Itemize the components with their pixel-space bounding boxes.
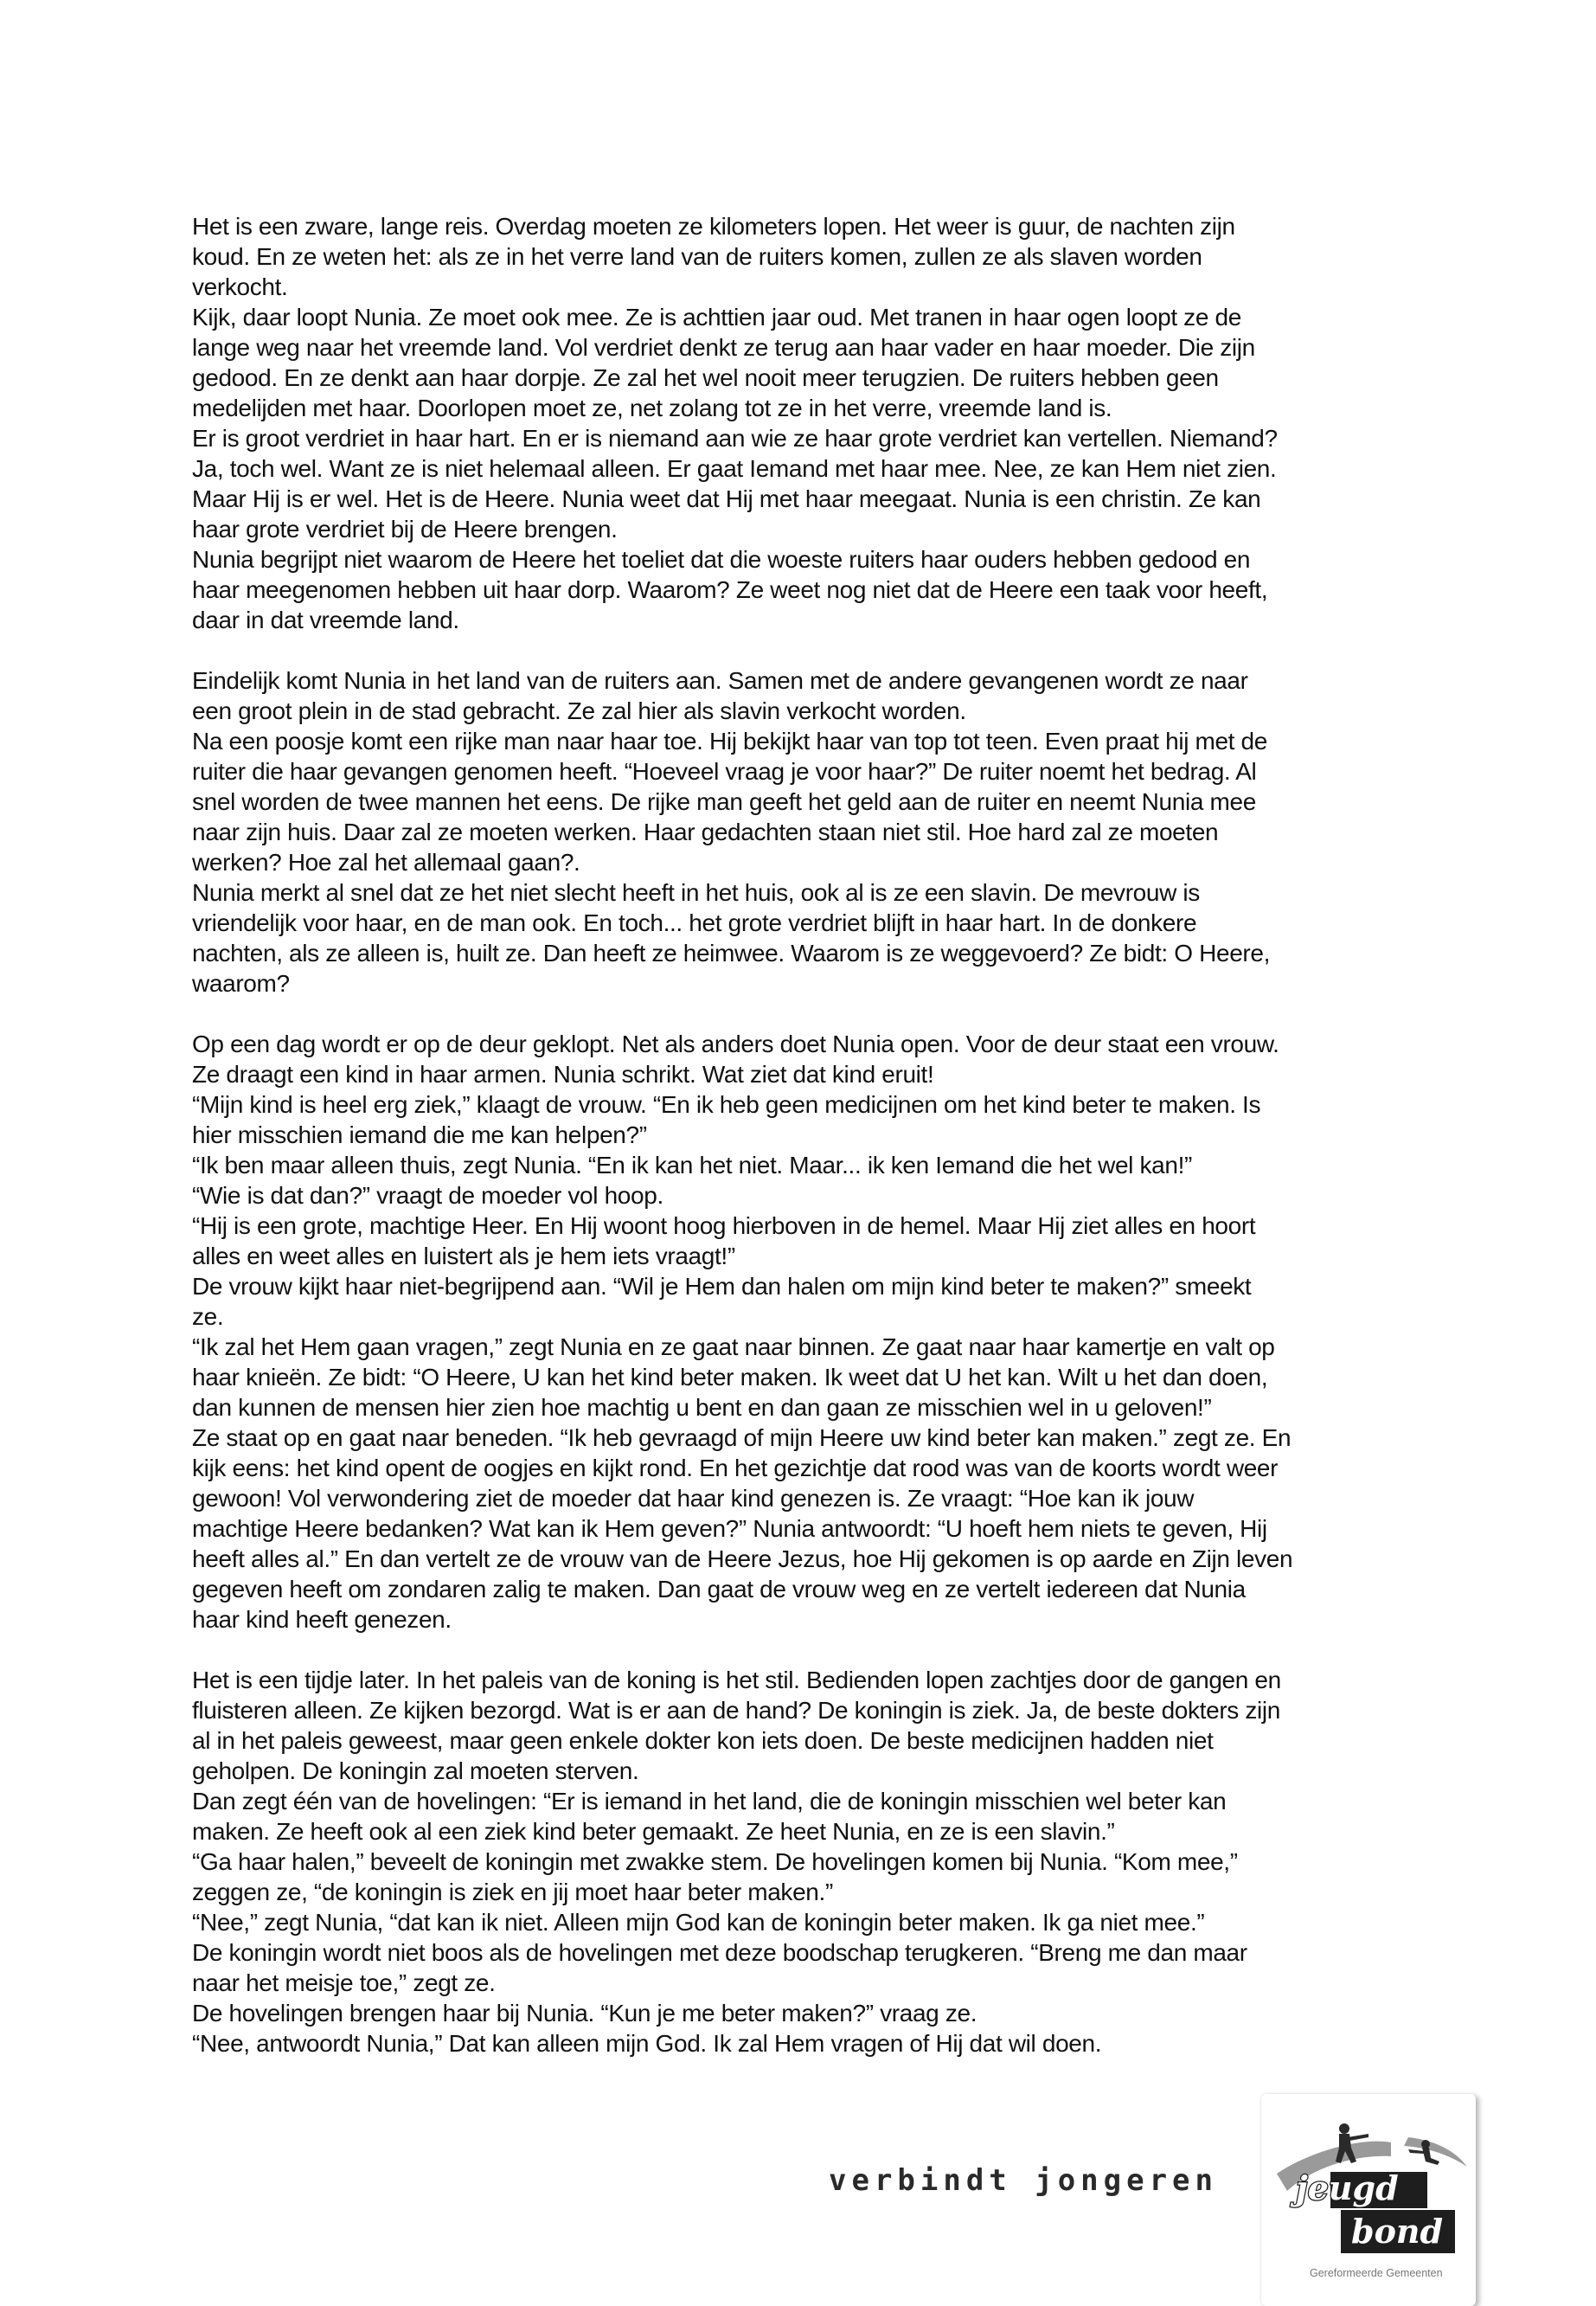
text-line: machtige Heere bedanken? Wat kan ik Hem geven?” Nunia antwoordt: “U hoeft hem niets te geven, Hij: [192, 1515, 1267, 1542]
text-line: Op een dag wordt er op de deur geklopt. Net als anders doet Nunia open. Voor de deur staat een vrouw.: [192, 1031, 1279, 1057]
text-line: Na een poosje komt een rijke man naar haar toe. Hij bekijkt haar van top tot teen. Even praat hij met de: [192, 728, 1267, 755]
text-line: koud. En ze weten het: als ze in het verre land van de ruiters komen, zullen ze als slaven worden: [192, 243, 1202, 270]
logo-subtitle: Gereformeerde Gemeenten: [1310, 2267, 1443, 2279]
tagline: verbindt jongeren: [829, 2163, 1218, 2198]
story-text: [192, 211, 1403, 2089]
text-line: daar in dat vreemde land.: [192, 607, 459, 633]
text-line: nachten, als ze alleen is, huilt ze. Dan heeft ze heimwee. Waarom is ze weggevoerd? Ze bidt: O Heere,: [192, 940, 1271, 967]
text-line: Maar Hij is er wel. Het is de Heere. Nunia weet dat Hij met haar meegaat. Nunia is een christin. Ze kan: [192, 485, 1261, 512]
text-line: Nunia begrijpt niet waarom de Heere het toeliet dat die woeste ruiters haar ouders hebben gedood en: [192, 546, 1251, 573]
text-line: Nunia merkt al snel dat ze het niet slecht heeft in het huis, ook al is ze een slavin. De mevrouw is: [192, 879, 1200, 906]
text-line: gedood. En ze denkt aan haar dorpje. Ze zal het wel nooit meer terugzien. De ruiters hebben geen: [192, 364, 1219, 391]
text-line: naar het meisje toe,” zegt ze.: [192, 1969, 496, 1996]
text-line: hier misschien iemand die me kan helpen?”: [192, 1121, 647, 1148]
text-line: “Nee,” zegt Nunia, “dat kan ik niet. Alleen mijn God kan de koningin beter maken. Ik ga niet mee.”: [192, 1909, 1205, 1936]
text-line: ze.: [192, 1303, 224, 1330]
text-line: vriendelijk voor haar, en de man ook. En toch... het grote verdriet blijft in haar hart. In de donkere: [192, 909, 1197, 936]
text-line: Het is een tijdje later. In het paleis van de koning is het stil. Bedienden lopen zachtjes door de gangen en: [192, 1667, 1281, 1693]
text-line: Ze staat op en gaat naar beneden. “Ik heb gevraagd of mijn Heere uw kind beter kan maken.” zegt ze. En: [192, 1424, 1292, 1451]
text-line: Eindelijk komt Nunia in het land van de ruiters aan. Samen met de andere gevangenen wordt ze naar: [192, 667, 1248, 694]
text-line: De koningin wordt niet boos als de hovelingen met deze boodschap terugkeren. “Breng me dan maar: [192, 1939, 1247, 1966]
logo-word-bond: bond: [1351, 2212, 1444, 2251]
text-line: Het is een zware, lange reis. Overdag moeten ze kilometers lopen. Het weer is guur, de nachten zijn: [192, 213, 1235, 240]
text-line: ruiter die haar gevangen genomen heeft. “Hoeveel vraag je voor haar?” De ruiter noemt het bedrag. Al: [192, 758, 1257, 785]
text-line: een groot plein in de stad gebracht. Ze zal hier als slavin verkocht worden.: [192, 697, 966, 724]
text-line: gewoon! Vol verwondering ziet de moeder dat haar kind genezen is. Ze vraagt: “Hoe kan ik jouw: [192, 1485, 1195, 1512]
text-line: maken. Ze heeft ook al een ziek kind beter gemaakt. Ze heet Nunia, en ze is een slavin.”: [192, 1818, 1115, 1845]
text-line: Ja, toch wel. Want ze is niet helemaal alleen. Er gaat Iemand met haar mee. Nee, ze kan Hem niet zien.: [192, 455, 1277, 482]
text-line: “Ik zal het Hem gaan vragen,” zegt Nunia en ze gaat naar binnen. Ze gaat naar haar kamertje en valt op: [192, 1333, 1275, 1360]
jeugdbond-logo-graphic: [1261, 2094, 1476, 2264]
text-line: medelijden met haar. Doorlopen moet ze, net zolang tot ze in het verre, vreemde land is.: [192, 395, 1112, 421]
text-line: werken? Hoe zal het allemaal gaan?.: [192, 849, 580, 876]
story-section: [192, 665, 1403, 999]
text-line: “Wie is dat dan?” vraagt de moeder vol hoop.: [192, 1182, 663, 1209]
text-line: “Ik ben maar alleen thuis, zegt Nunia. “En ik kan het niet. Maar... ik ken Iemand die het wel kan!”: [192, 1152, 1192, 1179]
text-line: haar kind heeft genezen.: [192, 1606, 452, 1633]
text-line: “Hij is een grote, machtige Heer. En Hij woont hoog hierboven in de hemel. Maar Hij ziet alles en hoort: [192, 1212, 1256, 1239]
text-line: al in het paleis geweest, maar geen enkele dokter kon iets doen. De beste medicijnen hadden niet: [192, 1727, 1214, 1754]
text-line: haar grote verdriet bij de Heere brengen.: [192, 516, 618, 543]
text-line: Ze draagt een kind in haar armen. Nunia schrikt. Wat ziet dat kind eruit!: [192, 1061, 934, 1088]
story-section: [192, 211, 1403, 635]
text-line: De hovelingen brengen haar bij Nunia. “Kun je me beter maken?” vraag ze.: [192, 2000, 977, 2027]
text-line: haar meegenomen hebben uit haar dorp. Waarom? Ze weet nog niet dat de Heere een taak voor heeft,: [192, 576, 1268, 603]
text-line: lange weg naar het vreemde land. Vol verdriet denkt ze terug aan haar vader en haar moeder. Die zijn: [192, 334, 1255, 361]
story-section: [192, 1665, 1403, 2059]
jeugdbond-logo: [1261, 2094, 1476, 2306]
text-line: Kijk, daar loopt Nunia. Ze moet ook mee. Ze is achttien jaar oud. Met tranen in haar ogen loopt ze de: [192, 304, 1241, 331]
text-line: “Mijn kind is heel erg ziek,” klaagt de vrouw. “En ik heb geen medicijnen om het kind beter te maken. Is: [192, 1091, 1261, 1118]
text-line: gegeven heeft om zondaren zalig te maken. Dan gaat de vrouw weg en ze vertelt iedereen dat Nunia: [192, 1576, 1246, 1603]
text-line: kijk eens: het kind opent de oogjes en kijkt rond. En het gezichtje dat rood was van de koorts wordt weer: [192, 1455, 1279, 1481]
story-section: [192, 1029, 1403, 1635]
text-line: heeft alles al.” En dan vertelt ze de vrouw van de Heere Jezus, hoe Hij gekomen is op aarde en Zijn leven: [192, 1545, 1293, 1572]
text-line: Er is groot verdriet in haar hart. En er is niemand aan wie ze haar grote verdriet kan vertellen. Niemand?: [192, 425, 1278, 452]
text-line: alles en weet alles en luistert als je hem iets vraagt!”: [192, 1243, 735, 1269]
logo-word-jeugd: jeugd: [1296, 2168, 1399, 2207]
text-line: naar zijn huis. Daar zal ze moeten werken. Haar gedachten staan niet stil. Hoe hard zal ze moeten: [192, 819, 1219, 845]
text-line: fluisteren alleen. Ze kijken bezorgd. Wat is er aan de hand? De koningin is ziek. Ja, de beste dokters zijn: [192, 1697, 1281, 1724]
text-line: Dan zegt één van de hovelingen: “Er is iemand in het land, die de koningin misschien wel beter kan: [192, 1788, 1227, 1815]
text-line: verkocht.: [192, 273, 288, 300]
text-line: snel worden de twee mannen het eens. De rijke man geeft het geld aan de ruiter en neemt Nunia mee: [192, 788, 1256, 815]
text-line: haar knieën. Ze bidt: “O Heere, U kan het kind beter maken. Ik weet dat U het kan. Wilt u het dan doen,: [192, 1364, 1268, 1391]
text-line: dan kunnen de mensen hier zien hoe machtig u bent en dan gaan ze misschien wel in u geloven!”: [192, 1394, 1212, 1421]
text-line: “Ga haar halen,” beveelt de koningin met zwakke stem. De hovelingen komen bij Nunia. “Kom mee,”: [192, 1848, 1238, 1875]
text-line: geholpen. De koningin zal moeten sterven.: [192, 1757, 639, 1784]
text-line: De vrouw kijkt haar niet-begrijpend aan. “Wil je Hem dan halen om mijn kind beter te maken?” smeekt: [192, 1273, 1252, 1300]
text-line: zeggen ze, “de koningin is ziek en jij moet haar beter maken.”: [192, 1879, 833, 1905]
text-line: waarom?: [192, 970, 290, 997]
text-line: “Nee, antwoordt Nunia,” Dat kan alleen mijn God. Ik zal Hem vragen of Hij dat wil doen.: [192, 2030, 1102, 2057]
